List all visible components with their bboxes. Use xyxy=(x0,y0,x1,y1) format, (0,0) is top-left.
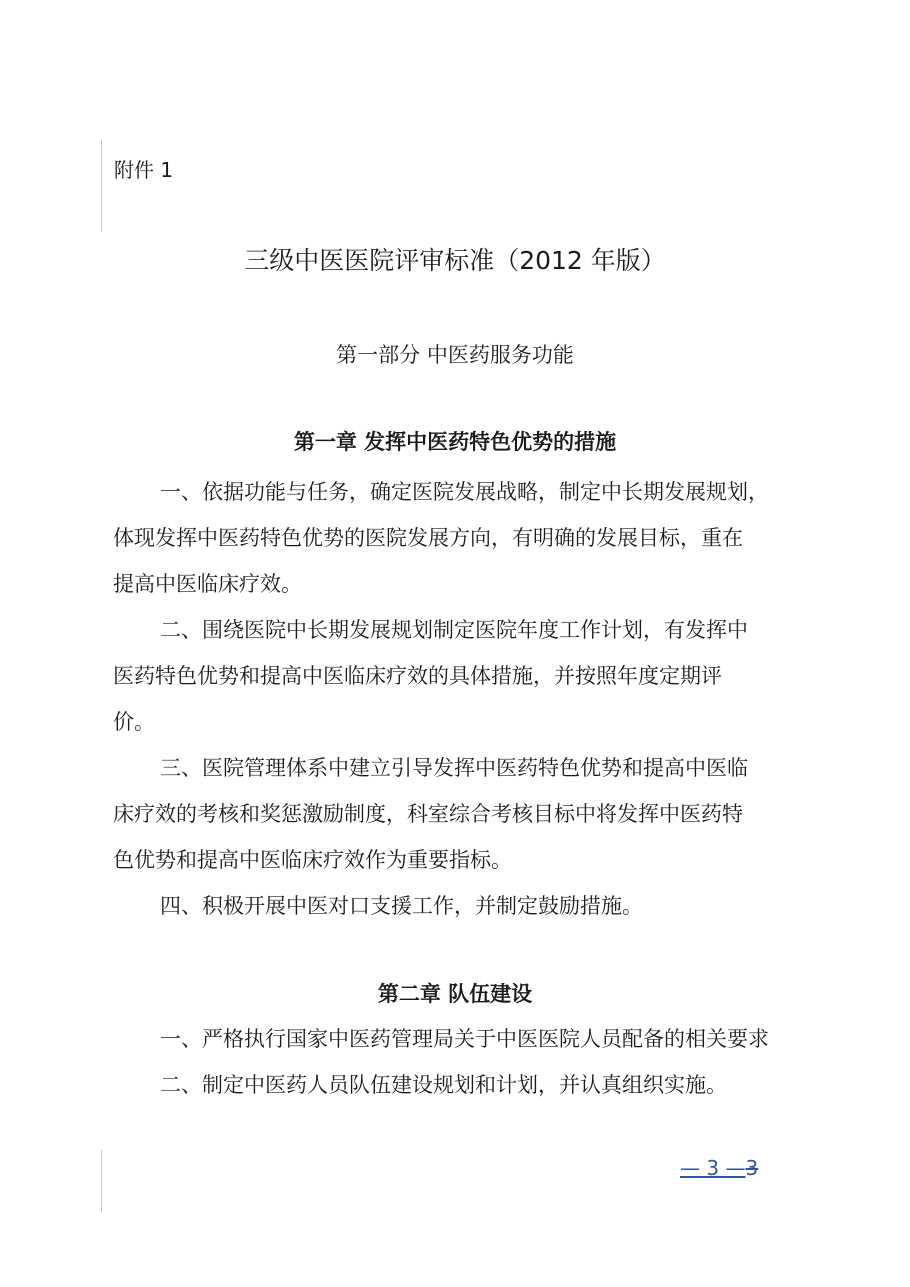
part-heading: 第一部分 中医药服务功能 xyxy=(336,343,574,367)
margin-mark-bottom xyxy=(101,1150,102,1212)
page-number xyxy=(680,1153,758,1183)
chapter-2-heading: 第二章 队伍建设 xyxy=(377,982,533,1006)
chapter-1-paragraph-3 xyxy=(113,745,803,883)
margin-mark-top xyxy=(101,140,102,232)
chapter-1-paragraph-4 xyxy=(113,883,803,929)
paragraph-line: 一、依据功能与任务，确定医院发展战略，制定中长期发展规划， xyxy=(160,480,769,504)
chapter-2-paragraph-2 xyxy=(113,1062,803,1108)
paragraph-line: 体现发挥中医药特色优势的医院发展方向，有明确的发展目标，重在 xyxy=(113,526,743,550)
document-title: 三级中医医院评审标准（2012 年版） xyxy=(244,246,666,275)
attachment-label: 附件 1 xyxy=(114,158,174,182)
paragraph-line: 提高中医临床疗效。 xyxy=(113,572,302,596)
paragraph-line: 医药特色优势和提高中医临床疗效的具体措施，并按照年度定期评 xyxy=(113,664,722,688)
paragraph-line: 色优势和提高中医临床疗效作为重要指标。 xyxy=(113,848,512,872)
paragraph-line: 床疗效的考核和奖惩激励制度，科室综合考核目标中将发挥中医药特 xyxy=(113,802,743,826)
page-number-current: — 3 — xyxy=(680,1156,746,1180)
paragraph-line: 二、制定中医药人员队伍建设规划和计划，并认真组织实施。 xyxy=(160,1073,727,1097)
paragraph-line: 价。 xyxy=(113,710,155,734)
paragraph-line: 三、医院管理体系中建立引导发挥中医药特色优势和提高中医临 xyxy=(160,756,748,780)
page-number-deleted: 3 xyxy=(745,1156,759,1180)
chapter-1-paragraph-1 xyxy=(113,469,803,607)
paragraph-line: 四、积极开展中医对口支援工作，并制定鼓励措施。 xyxy=(160,894,643,918)
chapter-2-paragraph-1 xyxy=(113,1016,803,1062)
paragraph-line: 一、严格执行国家中医药管理局关于中医医院人员配备的相关要求 xyxy=(160,1027,769,1051)
paragraph-line: 二、围绕医院中长期发展规划制定医院年度工作计划，有发挥中 xyxy=(160,618,748,642)
chapter-1-heading: 第一章 发挥中医药特色优势的措施 xyxy=(293,430,617,454)
chapter-1-paragraph-2 xyxy=(113,607,803,745)
